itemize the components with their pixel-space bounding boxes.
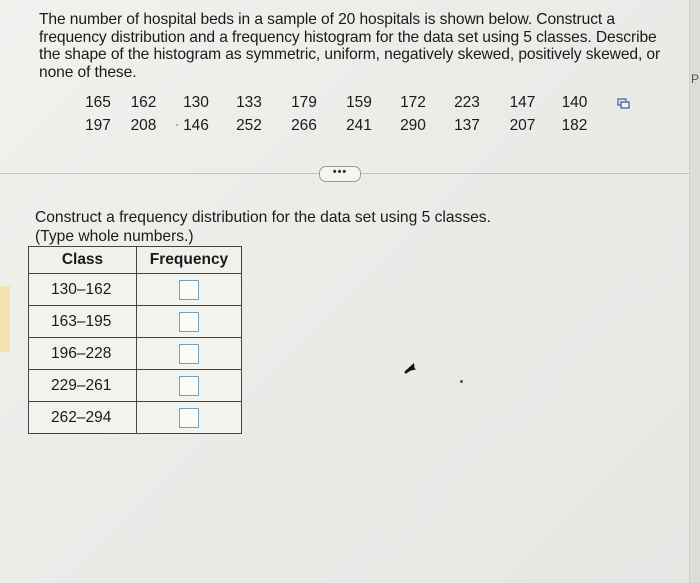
- data-values-table: [80, 91, 599, 137]
- table-row: [29, 370, 242, 402]
- screen-speck: [460, 380, 463, 383]
- class-range: 163–195: [29, 306, 137, 338]
- right-panel-edge: [689, 0, 700, 583]
- table-row: [29, 274, 242, 306]
- data-value: 165: [85, 93, 111, 111]
- data-value: 159: [346, 93, 372, 111]
- data-value: 172: [400, 93, 426, 111]
- data-value: 137: [454, 116, 480, 134]
- data-value: 146: [183, 116, 209, 134]
- data-row-2: [80, 114, 599, 137]
- mouse-pointer-icon: [402, 360, 418, 376]
- class-column-header: Class: [29, 247, 137, 274]
- data-value: 133: [236, 93, 262, 111]
- instruction-text: [35, 209, 491, 246]
- class-range: 196–228: [29, 338, 137, 370]
- data-value: 182: [561, 116, 588, 134]
- frequency-input-1[interactable]: [179, 280, 199, 300]
- data-value: 290: [400, 116, 426, 134]
- frequency-distribution-table: [28, 246, 242, 434]
- data-value: 207: [509, 116, 536, 134]
- frequency-input-5[interactable]: [179, 408, 199, 428]
- frequency-input-3[interactable]: [179, 344, 199, 364]
- right-panel-letter: P: [690, 72, 699, 86]
- show-more-button[interactable]: •••: [319, 166, 361, 182]
- data-value: 266: [291, 116, 317, 134]
- frequency-column-header: Frequency: [137, 247, 242, 274]
- data-value: 147: [509, 93, 536, 111]
- left-highlight-strip: [0, 286, 10, 352]
- table-row: [29, 306, 242, 338]
- data-value: 241: [346, 116, 372, 134]
- frequency-input-4[interactable]: [179, 376, 199, 396]
- table-header-row: [29, 247, 242, 274]
- screen-speck: [176, 124, 178, 126]
- class-range: 229–261: [29, 370, 137, 402]
- table-row: [29, 402, 242, 434]
- data-value: 252: [236, 116, 262, 134]
- data-value: 179: [291, 93, 317, 111]
- question-text: The number of hospital beds in a sample of 20 hospitals is shown below. Construct a frequency distribution and a frequency histogram for the data set using 5 classes. Describe the shape of the histogram as symmetric, uniform, negatively skewed, positively skewed, or none of these.: [39, 11, 661, 81]
- data-value: 223: [454, 93, 480, 111]
- data-value: 130: [183, 93, 209, 111]
- class-range: 130–162: [29, 274, 137, 306]
- table-row: [29, 338, 242, 370]
- data-row-1: [80, 91, 599, 114]
- data-value: 208: [130, 116, 157, 134]
- data-value: 197: [85, 116, 111, 134]
- frequency-input-2[interactable]: [179, 312, 199, 332]
- copy-data-icon[interactable]: [617, 96, 631, 107]
- instruction-line-2: (Type whole numbers.): [35, 227, 194, 245]
- class-range: 262–294: [29, 402, 137, 434]
- instruction-line-1: Construct a frequency distribution for the data set using 5 classes.: [35, 209, 491, 226]
- data-value: 162: [130, 93, 157, 111]
- data-value: 140: [561, 93, 588, 111]
